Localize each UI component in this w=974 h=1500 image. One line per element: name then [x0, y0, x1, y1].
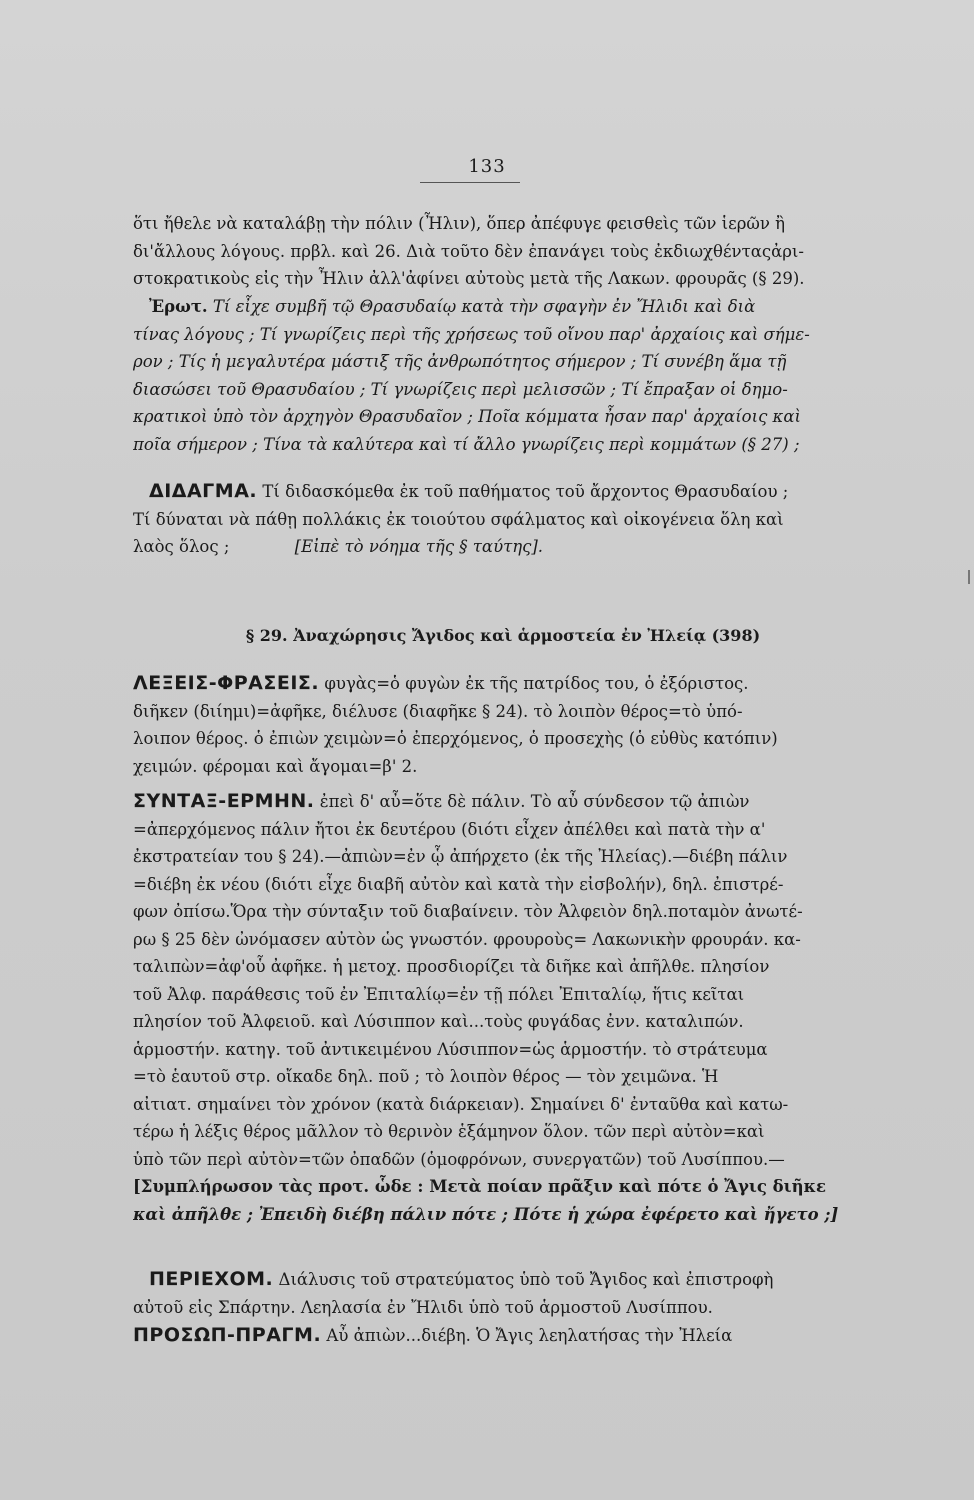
text-line: ταλιπὼν=ἀφ'οὗ ἀφῆκε. ἡ μετοχ. προσδιορίζει τὰ διῆκε καὶ ἀπῆλθε. πλησίον	[133, 957, 770, 976]
syntax-paragraph	[133, 788, 873, 1228]
questions-paragraph	[133, 293, 873, 458]
text-line: Τί διδασκόμεθα ἐκ τοῦ παθήματος τοῦ ἄρχοντος Θρασυδαίου ;	[262, 482, 789, 501]
periexom-paragraph	[133, 1266, 873, 1321]
text-line: κρατικοὶ ὑπὸ τὸν ἀρχηγὸν Θρασυδαῖον ; Ποῖα κόμματα ἦσαν παρ' ἀρχαίοις καὶ	[133, 407, 801, 426]
text-line: διῆκεν (διίημι)=ἀφῆκε, διέλυσε (διαφῆκε § 24). τὸ λοιπὸν θέρος=τὸ ὑπό-	[133, 701, 743, 721]
text-fragment: λαὸς ὅλος ;	[133, 537, 230, 556]
text-line: Τί εἶχε συμβῆ τῷ Θρασυδαίῳ κατὰ τὴν σφαγὴν ἐν Ἤλιδι καὶ διὰ	[212, 297, 756, 316]
text-line: =τὸ ἑαυτοῦ στρ. οἴκαδε δηλ. ποῦ ; τὸ λοιπὸν θέρος — τὸν χειμῶνα. Ἡ	[133, 1067, 719, 1086]
questions-label: Ἐρωτ.	[149, 297, 208, 316]
didagma-paragraph	[133, 478, 873, 561]
text-line: αἰτιατ. σημαίνει τὸν χρόνον (κατὰ διάρκειαν). Σημαίνει δ' ἐνταῦθα καὶ κατω-	[133, 1094, 789, 1114]
text-line: καὶ ἀπῆλθε ; Ἐπειδὴ διέβη πάλιν πότε ; Πότε ἡ χώρα ἐφέρετο καὶ ἤγετο ;]	[133, 1204, 839, 1224]
didagma-label: ΔΙΔΑΓΜΑ.	[149, 480, 258, 502]
section-heading: § 29. Ἀναχώρησις Ἄγιδος καὶ ἁρμοστεία ἐν Ἠλείᾳ (398)	[245, 626, 761, 645]
text-line: τέρω ἡ λέξις θέρος μᾶλλον τὸ θερινὸν ἑξάμηνον ὅλον. τῶν περὶ αὐτὸν=καὶ	[133, 1122, 765, 1141]
syntax-label: ΣΥΝΤΑΞ-ΕΡΜΗΝ.	[133, 790, 315, 812]
text-line: ρω § 25 δὲν ὠνόμασεν αὐτὸν ὡς γνωστόν. φρουροὺς= Λακωνικὴν φρουράν. κα-	[133, 929, 801, 949]
text-line: διασώσει τοῦ Θρασυδαίου ; Τί γνωρίζεις περὶ μελισσῶν ; Τί ἔπραξαν οἱ δημο-	[133, 379, 788, 399]
text-line: ρον ; Τίς ἡ μεγαλυτέρα μάστιξ τῆς ἀνθρωπότητος σήμερον ; Τί συνέβη ἅμα τῇ	[133, 352, 787, 371]
text-line: λοιπον θέρος. ὁ ἐπιὼν χειμὼν=ὁ ἐπερχόμενος, ὁ προσεχὴς (ὁ εὐθὺς κατόπιν)	[133, 729, 778, 748]
prosop-label: ΠΡΟΣΩΠ-ΠΡΑΓΜ.	[133, 1324, 322, 1346]
margin-mark	[968, 570, 970, 584]
top-paragraph	[133, 210, 873, 293]
text-fragment: [Εἰπὲ τὸ νόημα τῆς § ταύτης].	[294, 537, 544, 556]
page-number-rule	[420, 182, 520, 183]
text-line: στοκρατικοὺς εἰς τὴν Ἦλιν ἀλλ'ἀφίνει αὐτοὺς μετὰ τῆς Λακων. φρουρᾶς (§ 29).	[133, 269, 805, 288]
text-line: δι'ἄλλους λόγους. πρβλ. καὶ 26. Διὰ τοῦτο δὲν ἐπανάγει τοὺς ἐκδιωχθένταςἀρι-	[133, 241, 804, 261]
text-line: ποῖα σήμερον ; Τίνα τὰ καλύτερα καὶ τί ἄλλο γνωρίζεις περὶ κομμάτων (§ 27) ;	[133, 434, 800, 454]
text-line: αὐτοῦ εἰς Σπάρτην. Λεηλασία ἐν Ἤλιδι ὑπὸ τοῦ ἁρμοστοῦ Λυσίππου.	[133, 1297, 713, 1317]
text-line: Διάλυσις τοῦ στρατεύματος ὑπὸ τοῦ Ἄγιδος καὶ ἐπιστροφὴ	[278, 1270, 774, 1289]
text-line: =διέβη ἐκ νέου (διότι εἶχε διαβῆ αὐτὸν καὶ κατὰ τὴν εἰσβολήν), δηλ. ἐπιστρέ-	[133, 874, 784, 894]
text-line: Αὖ ἀπιὼν...διέβη. Ὁ Ἄγις λεηλατήσας τὴν Ἠλεία	[326, 1326, 733, 1345]
text-line: φυγὰς=ὁ φυγὼν ἐκ τῆς πατρίδος του, ὁ ἐξόριστος.	[324, 674, 749, 693]
text-line: ἐκστρατείαν του § 24).—ἀπιὼν=ἐν ᾧ ἀπήρχετο (ἐκ τῆς Ἠλείας).—διέβη πάλιν	[133, 847, 788, 866]
text-line: =ἀπερχόμενος πάλιν ἤτοι ἐκ δευτέρου (διότι εἶχεν ἀπέλθει καὶ πατὰ τὴν α'	[133, 819, 766, 839]
text-line: τίνας λόγους ; Τί γνωρίζεις περὶ τῆς χρήσεως τοῦ οἴνου παρ' ἀρχαίοις καὶ σήμε-	[133, 324, 810, 344]
lexeis-paragraph	[133, 670, 873, 780]
text-line: τοῦ Ἀλφ. παράθεσις τοῦ ἐν Ἐπιταλίῳ=ἐν τῇ πόλει Ἐπιταλίῳ, ἥτις κεῖται	[133, 984, 745, 1004]
text-line: ὅτι ἤθελε νὰ καταλάβῃ τὴν πόλιν (Ἦλιν), ὅπερ ἀπέφυγε φεισθεὶς τῶν ἱερῶν ἢ	[133, 214, 786, 233]
periexom-label: ΠΕΡΙΕΧΟΜ.	[149, 1268, 274, 1290]
text-line: φων ὀπίσω.Ὅρα τὴν σύνταξιν τοῦ διαβαίνειν. τὸν Ἀλφειὸν δηλ.ποταμὸν ἀνωτέ-	[133, 902, 803, 921]
text-line: πλησίον τοῦ Ἀλφειοῦ. καὶ Λύσιππον καὶ...τοὺς φυγάδας ἐνν. καταλιπών.	[133, 1012, 744, 1031]
text-line: χειμών. φέρομαι καὶ ἄγομαι=β' 2.	[133, 756, 418, 776]
text-line: ὑπὸ τῶν περὶ αὐτὸν=τῶν ὀπαδῶν (ὁμοφρόνων, συνεργατῶν) τοῦ Λυσίππου.—	[133, 1149, 785, 1169]
text-line: ἐπεὶ δ' αὖ=ὅτε δὲ πάλιν. Τὸ αὖ σύνδεσον τῷ ἀπιὼν	[319, 792, 750, 811]
text-line: [Συμπλήρωσον τὰς προτ. ὧδε : Μετὰ ποίαν πρᾶξιν καὶ πότε ὁ Ἄγις διῆκε	[133, 1177, 827, 1196]
lexeis-label: ΛΕΞΕΙΣ-ΦΡΑΣΕΙΣ.	[133, 672, 320, 694]
page-number: 133	[468, 156, 506, 177]
prosop-paragraph	[133, 1322, 873, 1350]
text-line: Τί δύναται νὰ πάθῃ πολλάκις ἐκ τοιούτου σφάλματος καὶ οἰκογένεια ὅλη καὶ	[133, 509, 784, 529]
text-line: ἁρμοστήν. κατηγ. τοῦ ἀντικειμένου Λύσιππον=ὡς ἁρμοστήν. τὸ στράτευμα	[133, 1039, 768, 1059]
